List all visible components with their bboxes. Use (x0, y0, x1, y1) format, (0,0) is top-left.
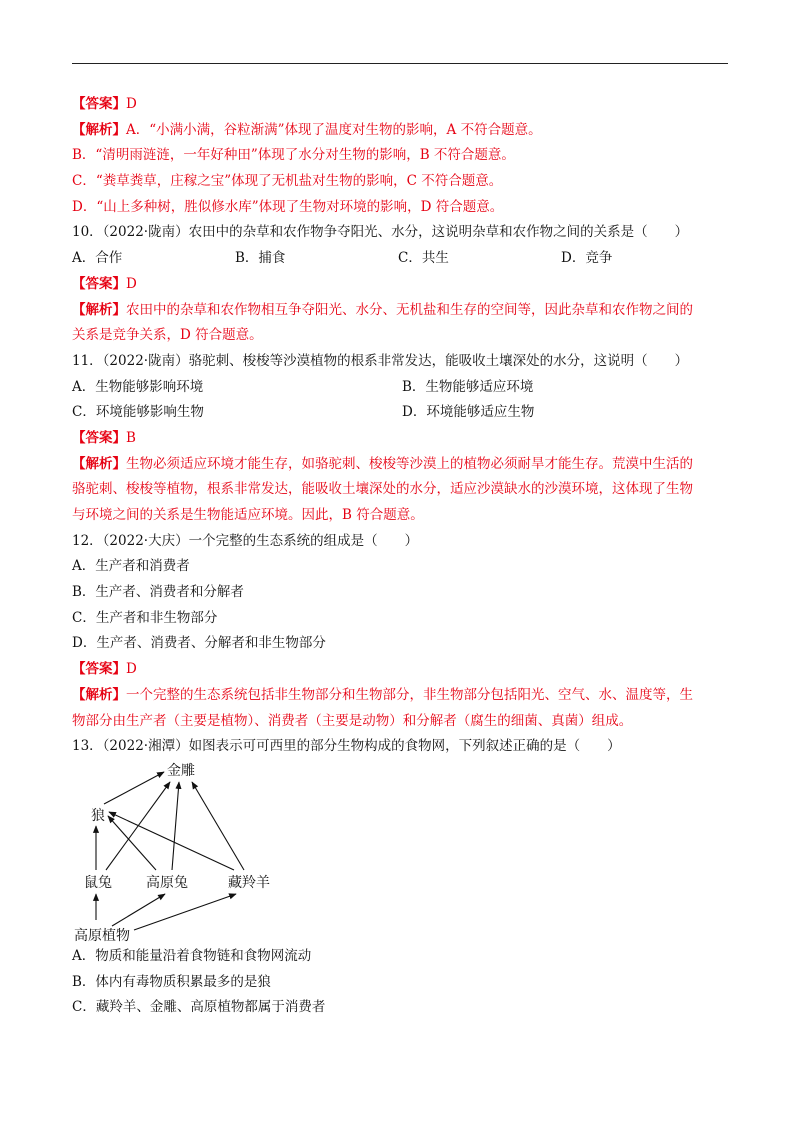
option-a: A．合作 (72, 250, 123, 267)
q12-option-d: D．生产者、消费者、分解者和非生物部分 (72, 635, 326, 652)
q11-stem: 11．（2022·陇南）骆驼刺、梭梭等沙漠植物的根系非常发达，能吸收土壤深处的水分，这说明（ ） (72, 352, 689, 369)
answer-tag: 【答案】 (72, 429, 126, 446)
q12-option-c: C．生产者和非生物部分 (72, 609, 218, 626)
arrow-wolf-eagle (104, 772, 164, 804)
option-c: C．共生 (398, 250, 449, 267)
node-plant: 高原植物 (74, 928, 130, 944)
q11-options-row2 (72, 400, 732, 426)
arrow-antelope-eagle (192, 782, 244, 870)
arrow-hare-eagle (172, 782, 179, 870)
q9-answer (72, 92, 732, 118)
q11-analysis-3: 与环境之间的关系是生物能适应环境。因此，B 符合题意。 (72, 507, 424, 523)
q13-option-b: B．体内有毒物质积累最多的是狼 (72, 973, 271, 990)
option-a: A．生物能够影响环境 (72, 378, 204, 395)
q12-answer (72, 657, 732, 683)
q11-answer (72, 426, 732, 452)
q12-option-b: B．生产者、消费者和分解者 (72, 584, 244, 601)
analysis-tag: 【解析】 (72, 686, 126, 703)
node-hare: 高原兔 (146, 875, 188, 891)
analysis-tag: 【解析】 (72, 121, 126, 138)
q10-stem: 10．（2022·陇南）农田中的杂草和农作物争夺阳光、水分，这说明杂草和农作物之间的关系是（ ） (72, 224, 689, 241)
q9-analysis-a (72, 118, 732, 144)
q10-answer (72, 272, 732, 298)
q9-analysis-d: D．“山上多种树，胜似修水库”体现了生物对环境的影响，D 符合题意。 (72, 198, 504, 215)
q10-options (72, 246, 732, 272)
answer-value: B (126, 429, 136, 446)
node-antelope: 藏羚羊 (228, 875, 270, 891)
option-b: B．捕食 (235, 250, 286, 267)
q12-analysis-1 (72, 683, 732, 709)
answer-value: D (126, 661, 137, 678)
question-content (72, 92, 732, 760)
analysis-tag: 【解析】 (72, 301, 126, 318)
q13-option-c: C．藏羚羊、金雕、高原植物都属于消费者 (72, 999, 326, 1016)
header-rule (72, 63, 728, 64)
q9-analysis-b: B．“清明雨涟涟，一年好种田”体现了水分对生物的影响，B 不符合题意。 (72, 147, 515, 164)
option-d: D．竞争 (561, 250, 613, 267)
node-pika: 鼠兔 (84, 875, 112, 891)
food-web-diagram (72, 760, 292, 945)
q9-analysis-c: C．“粪草粪草，庄稼之宝”体现了无机盐对生物的影响，C 不符合题意。 (72, 173, 503, 190)
answer-tag: 【答案】 (72, 96, 126, 112)
q12-option-a: A．生产者和消费者 (72, 558, 190, 575)
arrow-hare-wolf (108, 816, 156, 870)
q12-analysis-2: 物部分由生产者（主要是植物）、消费者（主要是动物）和分解者（腐生的细菌、真菌）组成。 (72, 712, 633, 729)
q10-analysis-2: 关系是竞争关系，D 符合题意。 (72, 327, 263, 344)
answer-tag: 【答案】 (72, 661, 126, 678)
q10-analysis-1 (72, 298, 732, 324)
node-eagle: 金雕 (167, 763, 195, 779)
answer-value: D (126, 275, 137, 292)
option-b: B．生物能够适应环境 (402, 378, 534, 395)
option-d: D．环境能够适应生物 (402, 404, 535, 421)
q13-option-a: A．物质和能量沿着食物链和食物网流动 (72, 948, 312, 964)
analysis-text: 生物必须适应环境才能生存，如骆驼刺、梭梭等沙漠上的植物必须耐旱才能生存。荒漠中生活的 (126, 455, 693, 472)
analysis-text: 一个完整的生态系统包括非生物部分和生物部分，非生物部分包括阳光、空气、水、温度等，生 (126, 686, 693, 703)
answer-tag: 【答案】 (72, 275, 126, 292)
q13-stem: 13．（2022·湘潭）如图表示可可西里的部分生物构成的食物网，下列叙述正确的是（ ） (72, 738, 621, 755)
answer-value: D (126, 96, 137, 112)
analysis-text: 农田中的杂草和农作物相互争夺阳光、水分、无机盐和生存的空间等，因此杂草和农作物之间的 (126, 301, 693, 318)
node-wolf: 狼 (91, 808, 105, 824)
arrow-plant-antelope (134, 894, 236, 930)
q11-analysis-2: 骆驼刺、梭梭等植物，根系非常发达，能吸收土壤深处的水分，适应沙漠缺水的沙漠环境，这体现了生物 (72, 481, 693, 498)
analysis-text: A．“小满小满，谷粒渐满”体现了温度对生物的影响，A 不符合题意。 (126, 121, 542, 138)
analysis-tag: 【解析】 (72, 455, 126, 472)
q13-options (72, 944, 732, 1021)
q11-options-row1 (72, 375, 732, 401)
q11-analysis-1 (72, 452, 732, 478)
food-web-svg (72, 760, 292, 945)
arrow-plant-hare (112, 894, 165, 926)
option-c: C．环境能够影响生物 (72, 404, 204, 421)
q12-stem: 12．（2022·大庆）一个完整的生态系统的组成是（ ） (72, 532, 419, 549)
